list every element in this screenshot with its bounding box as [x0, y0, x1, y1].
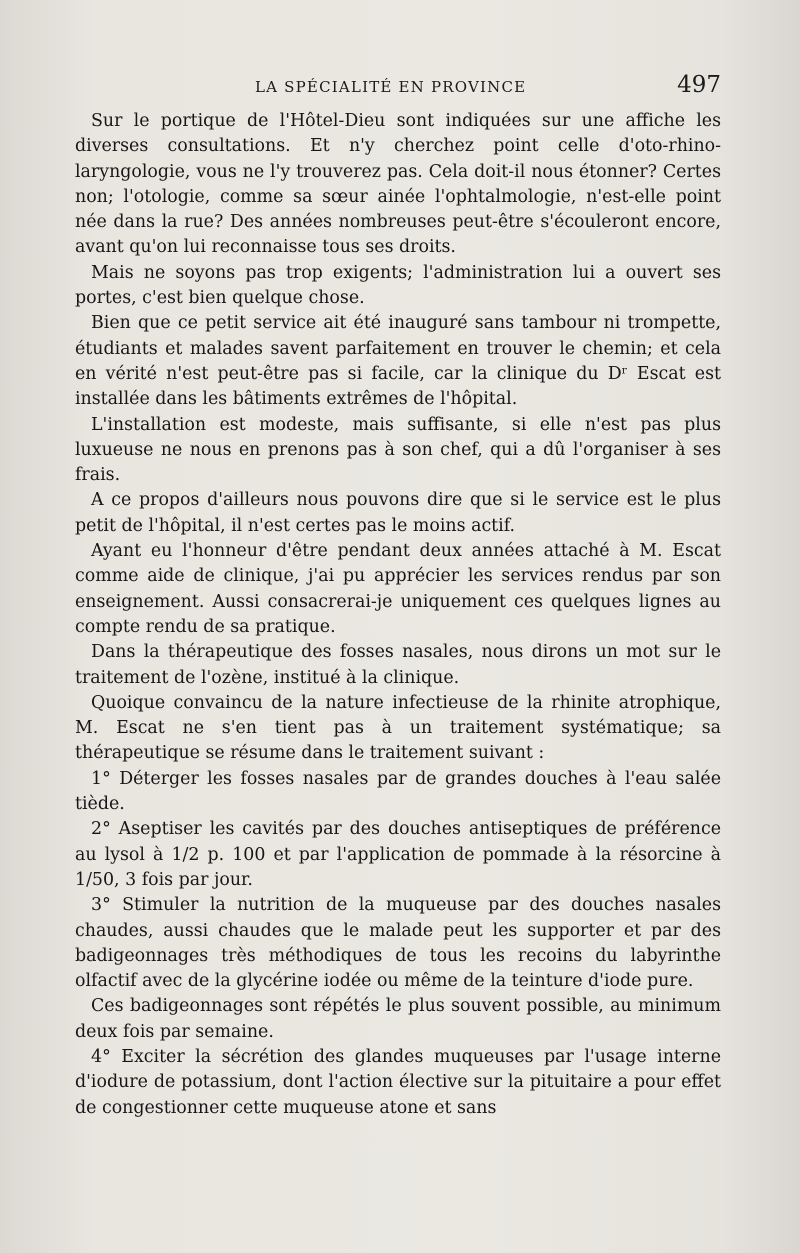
body-text — [75, 109, 721, 1121]
list-item-3: 3° Stimuler la nutrition de la muqueuse par des douches nasales chaudes, aussi chaudes que le malade peut les supporter et par des badigeonnages très méthodiques de tous les recoins du labyrinthe olfactif avec de la glycérine iodée ou même de la teinture d'iode pure. — [75, 895, 721, 992]
list-item-2: 2° Aseptiser les cavités par des douches antiseptiques de préférence au lysol à 1/2 p. 100 et par l'application de pommade à la résorcine à 1/50, 3 fois par jour. — [75, 819, 721, 890]
running-title: LA SPÉCIALITÉ EN PROVINCE — [255, 78, 527, 96]
list-item-4: 4° Exciter la sécrétion des glandes muqueuses par l'usage interne d'iodure de potassium, dont l'action élective sur la pituitaire a pour effet de congestionner cette muqueuse atone et sans — [75, 1046, 721, 1118]
paragraph: Ces badigeonnages sont répétés le plus souvent possible, au minimum deux fois par semaine. — [75, 996, 721, 1042]
paragraph: Dans la thérapeutique des fosses nasales, nous dirons un mot sur le traitement de l'ozène, institué à la clinique. — [75, 642, 721, 688]
paragraph: Mais ne soyons pas trop exigents; l'administration lui a ouvert ses portes, c'est bien quelque chose. — [75, 262, 721, 309]
paragraph: L'installation est modeste, mais suffisante, si elle n'est pas plus luxueuse ne nous en prenons pas à son chef, qui a dû l'organiser à ses frais. — [75, 414, 721, 486]
paragraph: Ayant eu l'honneur d'être pendant deux années attaché à M. Escat comme aide de clinique, j'ai pu apprécier les services rendus par son enseignement. Aussi consacrerai-je uniquement ces quelques lignes au compte rendu de sa pratique. — [75, 541, 721, 637]
paragraph: A ce propos d'ailleurs nous pouvons dire que si le service est le plus petit de l'hôpital, il n'est certes pas le moins actif. — [75, 490, 721, 536]
paragraph: Bien que ce petit service ait été inauguré sans tambour ni trompette, étudiants et malades savent parfaitement en trouver le chemin; et cela en vérité n'est peut-être pas si facile, car la clinique du Dʳ Escat est installée dans les bâtiments extrêmes de l'hôpital. — [75, 313, 721, 410]
paragraph: Quoique convaincu de la nature infectieuse de la rhinite atrophique, M. Escat ne s'en tient pas à un traitement systématique; sa thérapeutique se résume dans le traitement suivant : — [75, 692, 721, 764]
page-number: 497 — [677, 72, 721, 98]
page-header — [75, 72, 721, 102]
list-item-1: 1° Déterger les fosses nasales par de grandes douches à l'eau salée tiède. — [75, 768, 721, 815]
paragraph: Sur le portique de l'Hôtel-Dieu sont indiquées sur une affiche les diverses consultations. Et n'y cherchez point celle d'oto-rhino-laryngologie, vous ne l'y trouverez pas. Cela doit-il nous étonner? Certes non; l'otologie, comme sa sœur ainée l'ophtalmologie, n'est-elle point née dans la rue? Des années nombreuses peut-être s'écouleront encore, avant qu'on lui reconnaisse tous ses droits. — [75, 111, 721, 258]
